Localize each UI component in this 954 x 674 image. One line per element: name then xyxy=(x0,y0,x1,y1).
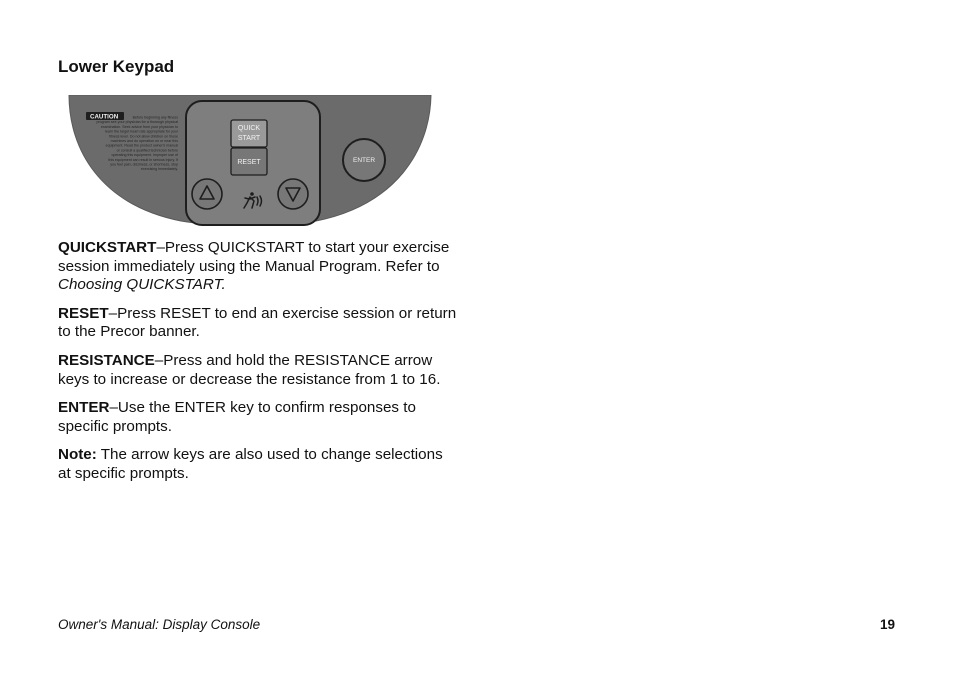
page-number: 19 xyxy=(880,617,896,632)
reset-button[interactable] xyxy=(231,148,267,175)
caution-text-line: this equipment can result in serious injury. If xyxy=(108,157,178,162)
caution-text-line: you feel pain, dizziness, or shortness, stop xyxy=(110,162,178,167)
caution-text-line: examination. Seek advice from your physician to xyxy=(100,124,178,129)
caution-text-line: Before beginning any fitness xyxy=(132,115,178,120)
note-description: The arrow keys are also used to change selections at specific prompts. xyxy=(58,446,443,482)
caution-text-line: operating this equipment. Improper use of xyxy=(111,153,178,158)
enter-description: –Use the ENTER key to confirm responses to specific prompts. xyxy=(58,399,416,435)
caution-text-line: fitness level. Do not allow children on these xyxy=(109,134,178,139)
resistance-paragraph xyxy=(58,352,458,389)
resistance-down-button[interactable] xyxy=(278,179,308,209)
enter-paragraph xyxy=(58,399,458,436)
reset-paragraph xyxy=(58,305,458,342)
caution-text-line: exercising immediately. xyxy=(140,167,178,172)
caution-text-line: or consult a qualified technician before xyxy=(116,148,178,153)
reset-label: RESET xyxy=(237,159,261,166)
caution-label-text: CAUTION xyxy=(90,113,119,121)
enter-term: ENTER xyxy=(58,399,110,417)
resistance-description: –Press and hold the RESISTANCE arrow keys to increase or decrease the resistance from 1 to 16. xyxy=(58,351,441,388)
caution-text-line: equipment. Read the product owner's manual xyxy=(105,143,178,148)
enter-label: ENTER xyxy=(352,157,376,164)
caution-text-line: program see your physician for a thorough physical xyxy=(96,120,178,125)
quickstart-reference: Choosing QUICKSTART. xyxy=(58,276,226,294)
footer-title: Owner's Manual: Display Console xyxy=(58,617,261,632)
quickstart-button[interactable] xyxy=(231,120,267,147)
reset-term: RESET xyxy=(58,304,109,322)
resistance-term: RESISTANCE xyxy=(58,351,155,369)
reset-description: –Press RESET to end an exercise session or return to the Precor banner. xyxy=(58,304,457,341)
note-paragraph xyxy=(58,446,458,483)
caution-text-line: machines and do operation on or near this xyxy=(110,139,178,143)
quickstart-description: –Press QUICKSTART to start your exercise session immediately using the Manual Program. Refer to xyxy=(58,239,450,275)
quickstart-term: QUICKSTART xyxy=(58,239,157,256)
enter-button[interactable] xyxy=(343,139,385,181)
lower-keypad-illustration xyxy=(66,95,432,227)
quickstart-paragraph xyxy=(58,239,458,295)
section-heading: Lower Keypad xyxy=(58,57,175,76)
quickstart-label-line2: START xyxy=(237,135,261,142)
note-term: Note: xyxy=(58,446,97,464)
quickstart-label-line1: QUICK xyxy=(237,125,261,132)
resistance-up-button[interactable] xyxy=(192,179,222,209)
body-text xyxy=(58,239,458,494)
caution-text-line: learn the target heart rate appropriate for your xyxy=(105,129,178,134)
